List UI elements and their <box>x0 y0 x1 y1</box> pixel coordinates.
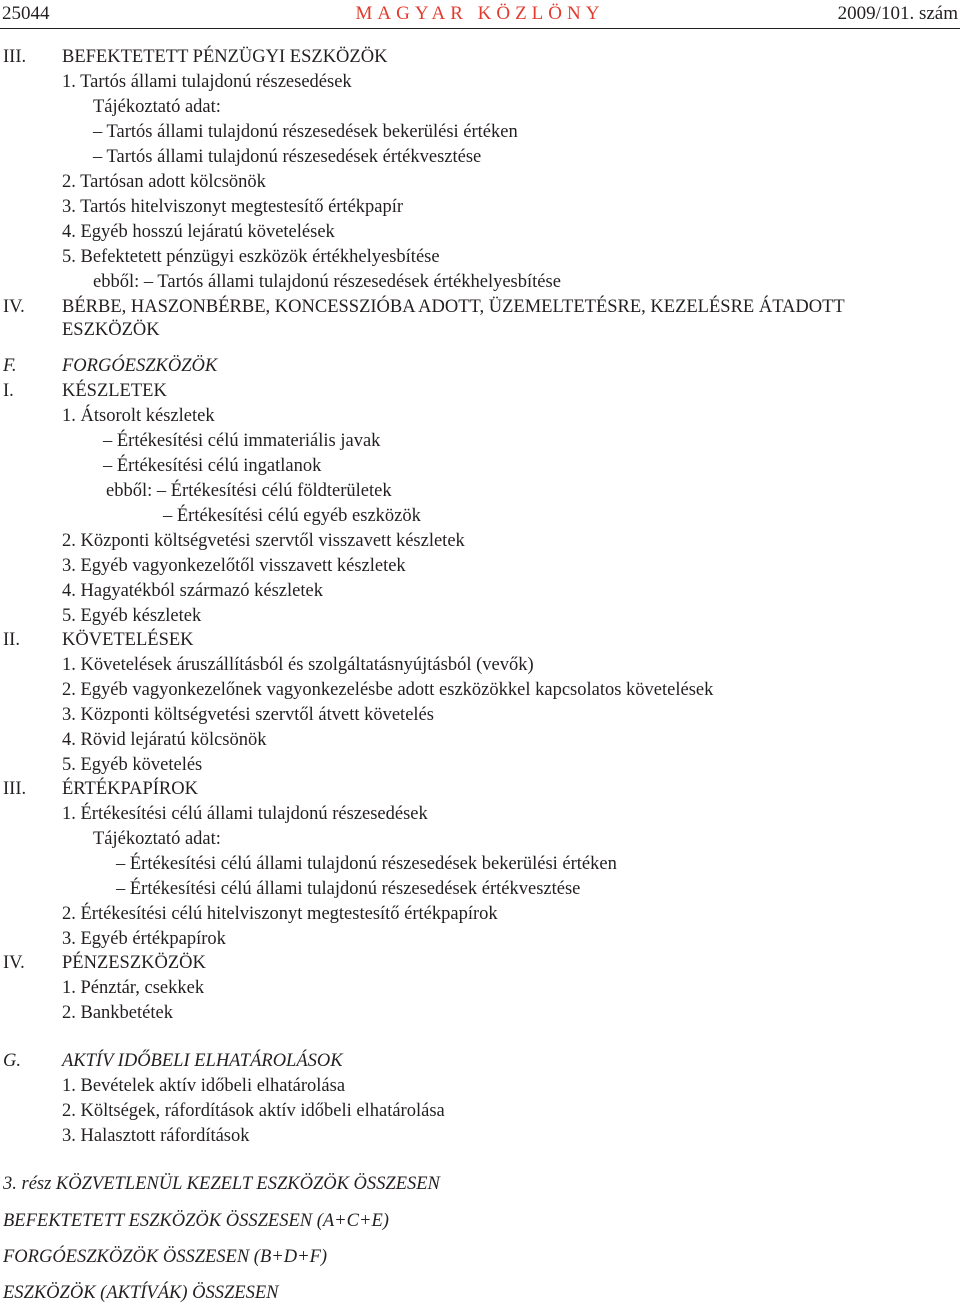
list-item: 2. Költségek, ráfordítások aktív időbeli elhatárolása <box>62 1101 445 1121</box>
list-item: 2. Értékesítési célú hitelviszonyt megtestesítő értékpapírok <box>62 904 498 924</box>
list-item: 5. Egyéb követelés <box>62 755 203 775</box>
section-heading: BEFEKTETETT PÉNZÜGYI ESZKÖZÖK <box>62 47 388 67</box>
list-item: 3. Központi költségvetési szervtől átvett követelés <box>62 705 434 725</box>
list-item: 3. Tartós hitelviszonyt megtestesítő értékpapír <box>62 197 404 217</box>
header-divider <box>0 28 960 29</box>
section-heading-cont: ESZKÖZÖK <box>62 320 160 340</box>
total-line: ESZKÖZÖK (AKTÍVÁK) ÖSSZESEN <box>3 1283 279 1303</box>
section-heading: FORGÓESZKÖZÖK <box>62 356 218 376</box>
total-line: 3. rész KÖZVETLENÜL KEZELT ESZKÖZÖK ÖSSZESEN <box>3 1174 440 1194</box>
list-item: 2. Bankbetétek <box>62 1003 173 1023</box>
section-roman: IV. <box>3 297 25 317</box>
section-heading: BÉRBE, HASZONBÉRBE, KONCESSZIÓBA ADOTT, ÜZEMELTETÉSRE, KEZELÉSRE ÁTADOTT <box>62 297 845 317</box>
list-item: 3. Egyéb értékpapírok <box>62 929 226 949</box>
list-item: 5. Befektetett pénzügyi eszközök értékhelyesbítése <box>62 247 440 267</box>
section-heading: KÖVETELÉSEK <box>62 630 194 650</box>
sub-item: ebből: – Értékesítési célú földterületek <box>106 481 392 501</box>
list-item: 1. Pénztár, csekkek <box>62 978 205 998</box>
list-item: 5. Egyéb készletek <box>62 606 202 626</box>
list-item: 2. Központi költségvetési szervtől visszavett készletek <box>62 531 465 551</box>
section-roman: III. <box>3 779 27 799</box>
section-heading: ÉRTÉKPAPÍROK <box>62 779 198 799</box>
list-item: 2. Egyéb vagyonkezelőnek vagyonkezelésbe adott eszközökkel kapcsolatos követelések <box>62 680 714 700</box>
page-header <box>0 2 960 26</box>
sub-item: – Tartós állami tulajdonú részesedések bekerülési értéken <box>93 122 518 142</box>
sub-item: – Értékesítési célú állami tulajdonú részesedések bekerülési értéken <box>116 854 617 874</box>
info-label: Tájékoztató adat: <box>93 829 221 849</box>
sub-item: ebből: – Tartós állami tulajdonú részesedések értékhelyesbítése <box>93 272 561 292</box>
sub-item: – Értékesítési célú ingatlanok <box>103 456 322 476</box>
list-item: 4. Egyéb hosszú lejáratú követelések <box>62 222 335 242</box>
list-item: 3. Halasztott ráfordítások <box>62 1126 250 1146</box>
list-item: 4. Rövid lejáratú kölcsönök <box>62 730 267 750</box>
sub-item: – Értékesítési célú immateriális javak <box>103 431 381 451</box>
section-heading: AKTÍV IDŐBELI ELHATÁROLÁSOK <box>62 1051 343 1071</box>
section-roman: II. <box>3 630 20 650</box>
total-line: BEFEKTETETT ESZKÖZÖK ÖSSZESEN (A+C+E) <box>3 1211 389 1231</box>
section-roman: IV. <box>3 953 25 973</box>
section-heading: KÉSZLETEK <box>62 381 167 401</box>
section-roman: I. <box>3 381 14 401</box>
page-number: 25044 <box>2 3 50 24</box>
list-item: 1. Bevételek aktív időbeli elhatárolása <box>62 1076 346 1096</box>
sub-item: – Értékesítési célú állami tulajdonú részesedések értékvesztése <box>116 879 581 899</box>
section-letter: G. <box>3 1051 21 1071</box>
section-roman: III. <box>3 47 27 67</box>
sub-item: – Értékesítési célú egyéb eszközök <box>163 506 421 526</box>
list-item: 4. Hagyatékból származó készletek <box>62 581 323 601</box>
issue-number: 2009/101. szám <box>837 3 958 24</box>
section-heading: PÉNZESZKÖZÖK <box>62 953 206 973</box>
total-line: FORGÓESZKÖZÖK ÖSSZESEN (B+D+F) <box>3 1247 328 1267</box>
journal-title: MAGYAR KÖZLÖNY <box>355 3 605 24</box>
list-item: 3. Egyéb vagyonkezelőtől visszavett készletek <box>62 556 406 576</box>
list-item: 1. Átsorolt készletek <box>62 406 215 426</box>
list-item: 2. Tartósan adott kölcsönök <box>62 172 266 192</box>
list-item: 1. Értékesítési célú állami tulajdonú részesedések <box>62 804 428 824</box>
list-item: 1. Követelések áruszállításból és szolgáltatásnyújtásból (vevők) <box>62 655 534 675</box>
sub-item: – Tartós állami tulajdonú részesedések értékvesztése <box>93 147 482 167</box>
section-letter: F. <box>3 356 17 376</box>
info-label: Tájékoztató adat: <box>93 97 221 117</box>
list-item: 1. Tartós állami tulajdonú részesedések <box>62 72 352 92</box>
